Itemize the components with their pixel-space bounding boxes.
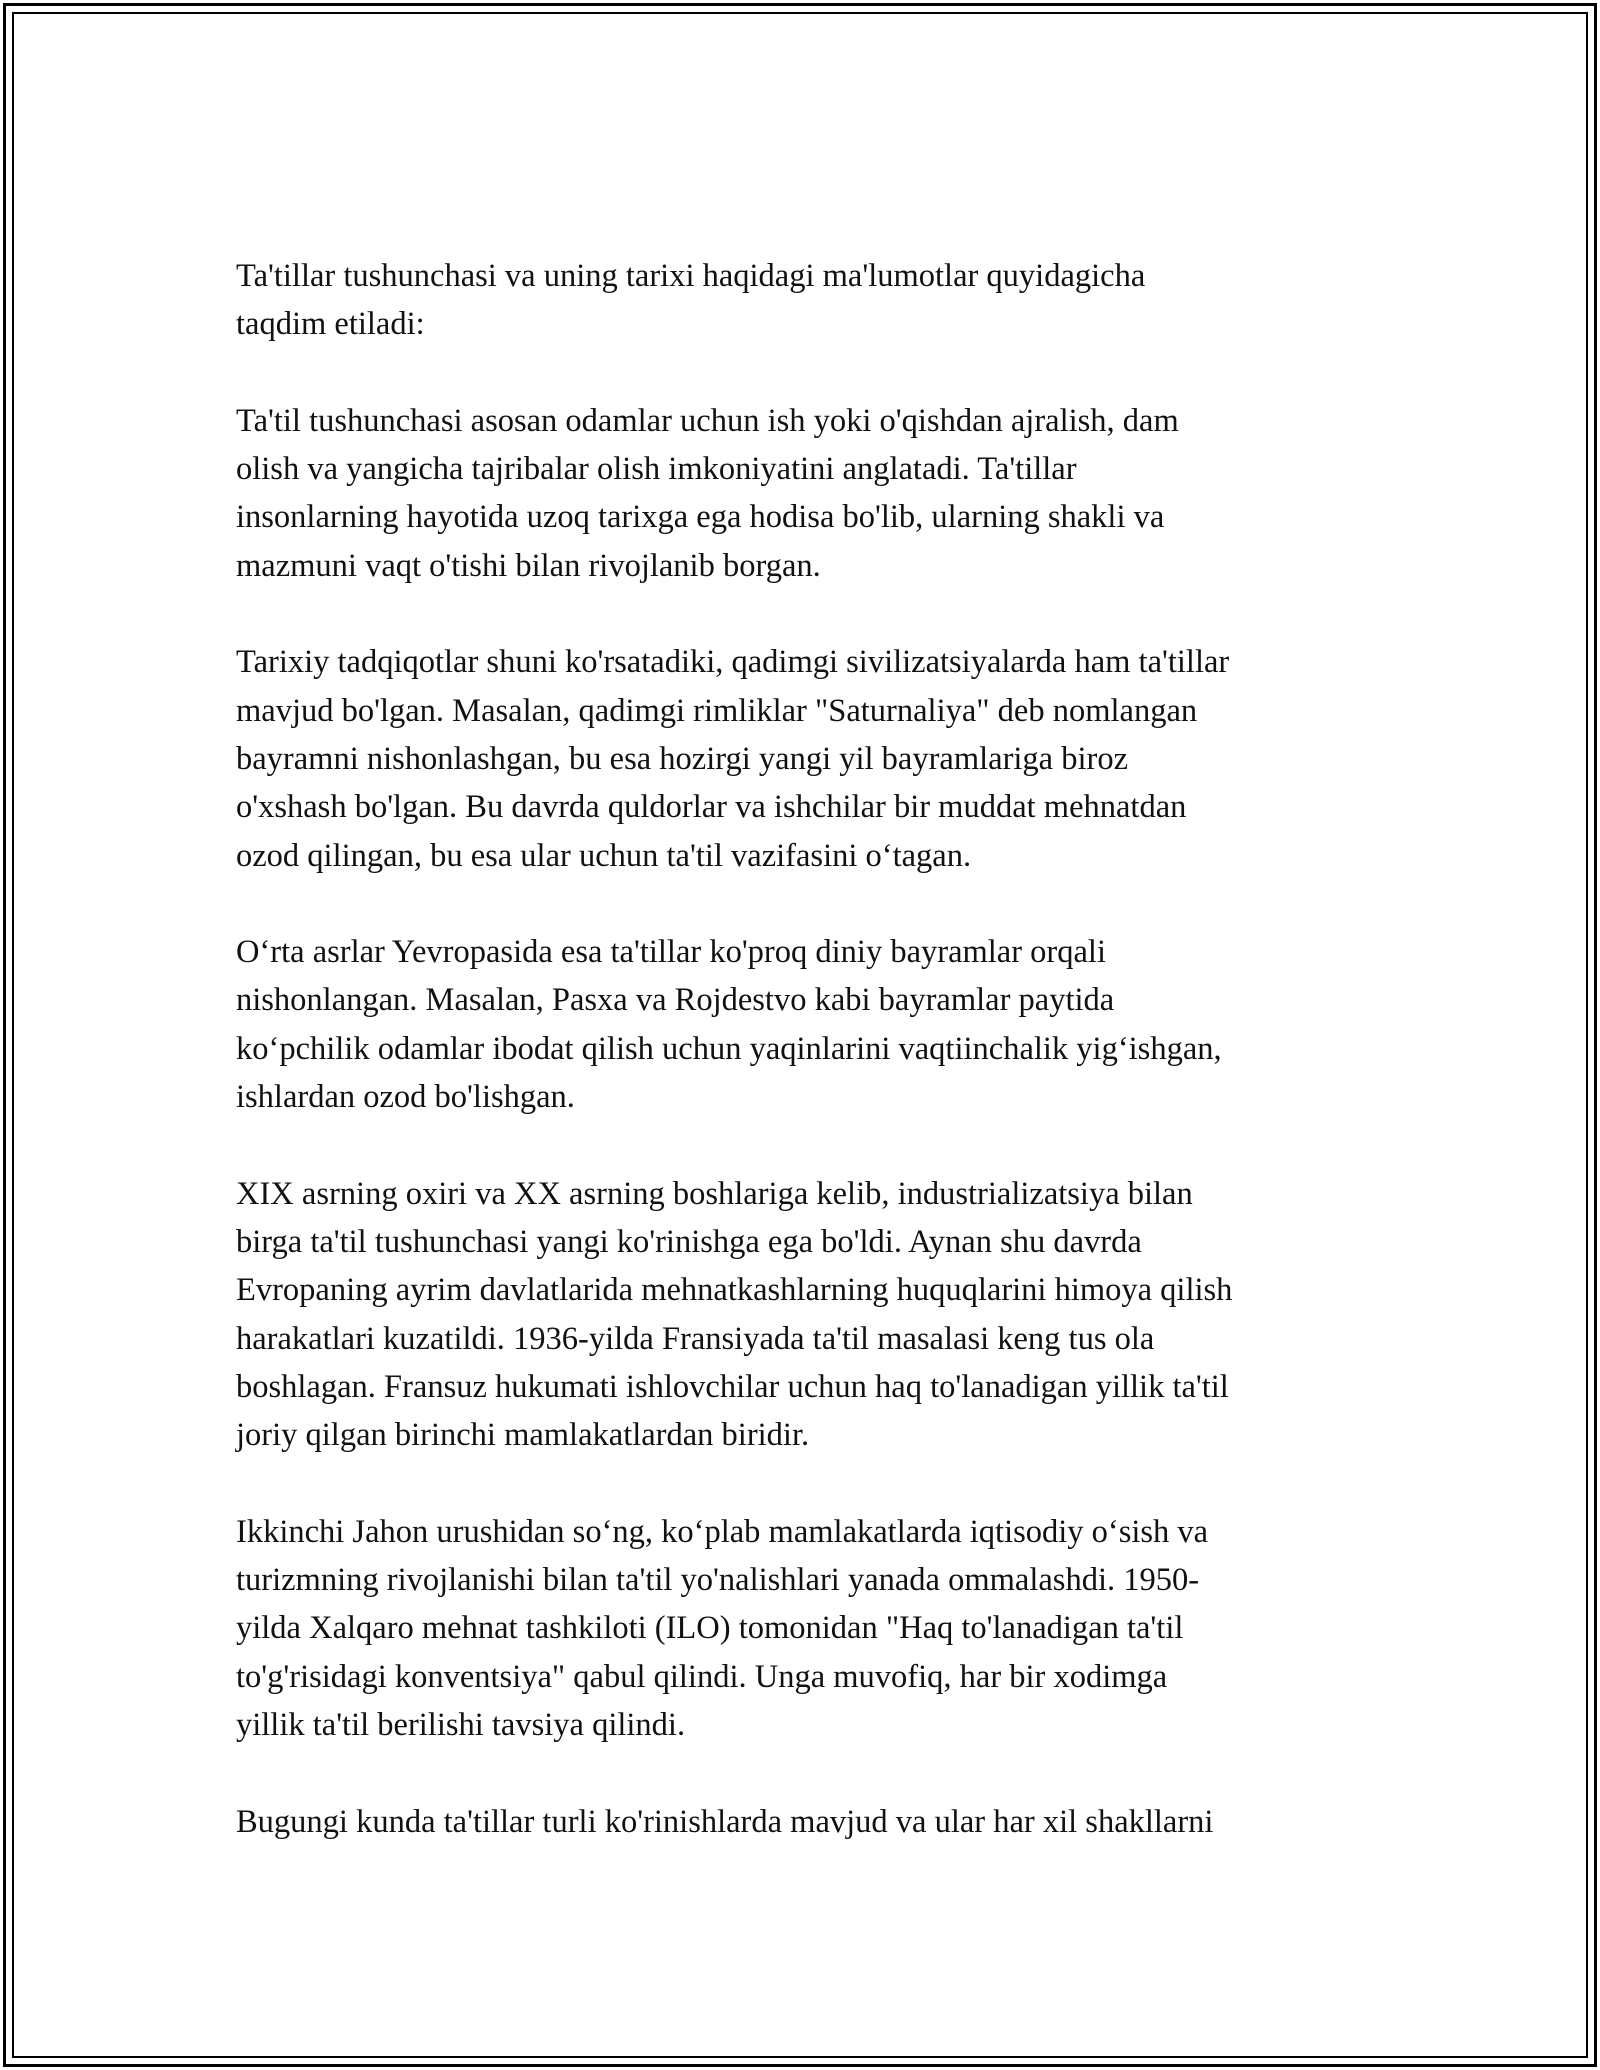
paragraph-middle-ages: [236, 928, 1376, 1121]
text-line: XIX asrning oxiri va XX asrning boshlariga kelib, industrializatsiya bilan: [236, 1175, 1193, 1212]
text-line: O‘rta asrlar Yevropasida esa ta'tillar ko'proq diniy bayramlar orqali: [236, 934, 1106, 971]
text-line: harakatlari kuzatildi. 1936-yilda Fransiyada ta'til masalasi keng tus ola: [236, 1320, 1155, 1357]
text-line: Evropaning ayrim davlatlarida mehnatkashlarning huquqlarini himoya qilish: [236, 1272, 1233, 1309]
text-line: olish va yangicha tajribalar olish imkoniyatini anglatadi. Ta'tillar: [236, 451, 1077, 488]
text-line: mavjud bo'lgan. Masalan, qadimgi rimliklar "Saturnaliya" deb nomlangan: [236, 692, 1198, 729]
text-line: taqdim etiladi:: [236, 306, 425, 343]
text-line: to'g'risidagi konventsiya" qabul qilindi. Unga muvofiq, har bir xodimga: [236, 1658, 1168, 1695]
text-line: bayramni nishonlashgan, bu esa hozirgi yangi yil bayramlariga biroz: [236, 740, 1129, 777]
text-line: Tarixiy tadqiqotlar shuni ko'rsatadiki, qadimgi sivilizatsiyalarda ham ta'tillar: [236, 644, 1230, 681]
text-line: joriy qilgan birinchi mamlakatlardan biridir.: [236, 1417, 810, 1454]
paragraph-today: [236, 1798, 1376, 1846]
text-line: Ikkinchi Jahon urushidan so‘ng, ko‘plab mamlakatlarda iqtisodiy o‘sish va: [236, 1513, 1209, 1550]
text-line: ishlardan ozod bo'lishgan.: [236, 1079, 575, 1116]
text-line: Ta'tillar tushunchasi va uning tarixi haqidagi ma'lumotlar quyidagicha: [236, 258, 1146, 294]
paragraph-post-war: [236, 1508, 1376, 1749]
text-line: ko‘pchilik odamlar ibodat qilish uchun yaqinlarini vaqtiinchalik yig‘ishgan,: [236, 1030, 1222, 1067]
paragraph-intro: [236, 252, 1376, 349]
text-line: Bugungi kunda ta'tillar turli ko'rinishlarda mavjud va ular har xil shakllarni: [236, 1803, 1214, 1840]
text-line: birga ta'til tushunchasi yangi ko'rinishga ega bo'ldi. Aynan shu davrda: [236, 1223, 1142, 1260]
text-line: ozod qilingan, bu esa ular uchun ta'til vazifasini o‘tagan.: [236, 837, 972, 874]
paragraph-ancient: [236, 638, 1376, 879]
text-line: turizmning rivojlanishi bilan ta'til yo'nalishlari yanada ommalashdi. 1950-: [236, 1562, 1200, 1599]
document-body: [236, 252, 1376, 1894]
paragraph-industrialization: [236, 1170, 1376, 1460]
text-line: yilda Xalqaro mehnat tashkiloti (ILO) tomonidan "Haq to'lanadigan ta'til: [236, 1610, 1184, 1647]
paragraph-definition: [236, 397, 1376, 590]
text-line: boshlagan. Fransuz hukumati ishlovchilar uchun haq to'lanadigan yillik ta'til: [236, 1368, 1229, 1405]
text-line: insonlarning hayotida uzoq tarixga ega hodisa bo'lib, ularning shakli va: [236, 499, 1165, 536]
text-line: yillik ta'til berilishi tavsiya qilindi.: [236, 1706, 686, 1743]
text-line: o'xshash bo'lgan. Bu davrda quldorlar va ishchilar bir muddat mehnatdan: [236, 789, 1187, 826]
text-line: mazmuni vaqt o'tishi bilan rivojlanib borgan.: [236, 547, 821, 584]
text-line: Ta'til tushunchasi asosan odamlar uchun ish yoki o'qishdan ajralish, dam: [236, 402, 1179, 439]
text-line: nishonlangan. Masalan, Pasxa va Rojdestvo kabi bayramlar paytida: [236, 982, 1115, 1019]
